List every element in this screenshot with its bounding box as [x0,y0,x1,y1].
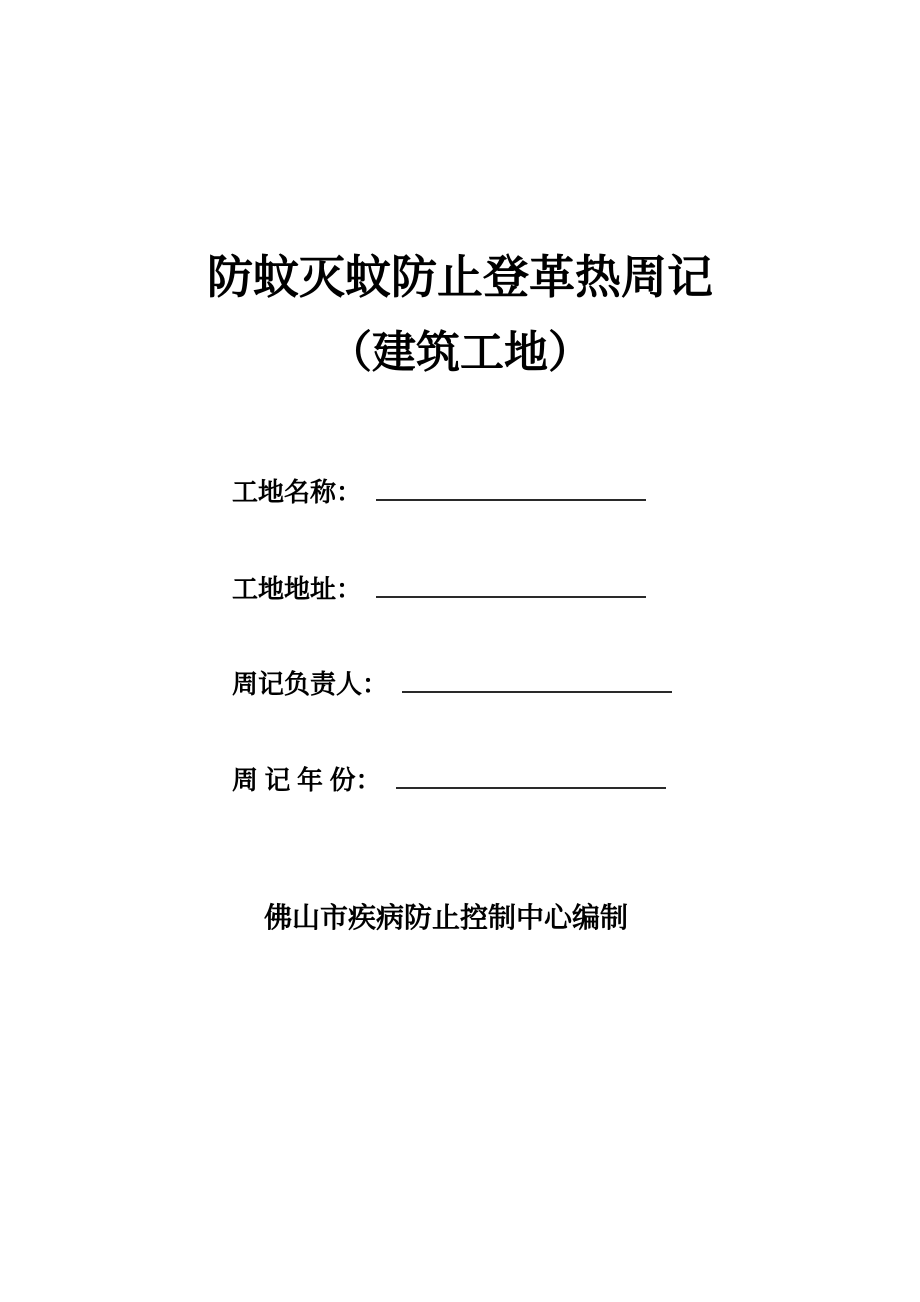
site-name-label: 工地名称： [232,478,363,507]
journal-year-label: 周 记 年 份： [232,766,382,795]
document-subtitle: （建筑工地） [328,328,592,377]
field-site-name [232,474,646,512]
document-footer: 佛山市疾病防止控制中心编制 [263,903,628,934]
journal-year-blank-line[interactable] [396,786,666,789]
site-name-blank-line[interactable] [376,498,646,501]
field-journal-leader [232,666,672,704]
journal-leader-label: 周记负责人： [232,670,389,699]
field-journal-year [232,762,666,800]
field-site-address [232,571,646,609]
site-address-blank-line[interactable] [376,595,646,598]
document-title: 防蚊灭蚊防止登革热周记 [207,252,713,303]
site-address-label: 工地地址： [232,575,363,604]
journal-leader-blank-line[interactable] [402,690,672,693]
